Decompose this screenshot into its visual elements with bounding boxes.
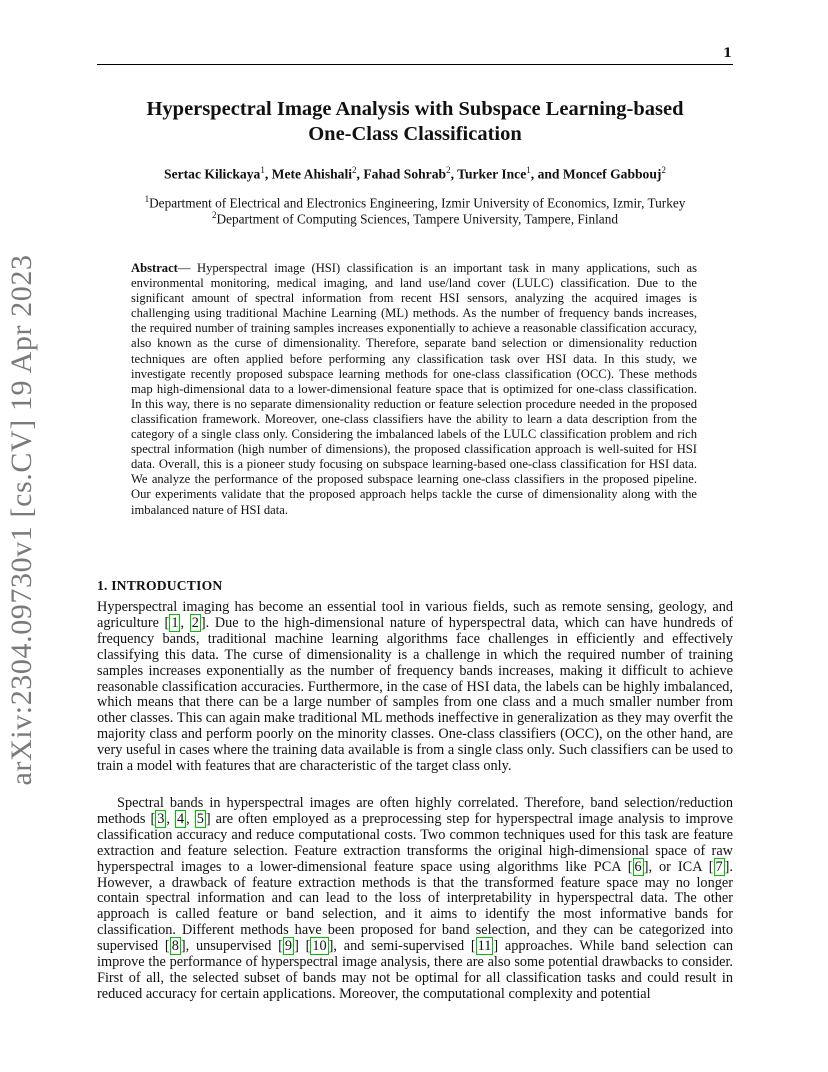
author-affil-mark: 2	[352, 165, 357, 175]
abstract-dash: —	[177, 261, 198, 275]
citation-link[interactable]: 7	[715, 858, 723, 875]
author-affil-mark: 1	[526, 165, 531, 175]
affiliation-text: Department of Electrical and Electronics Engineering, Izmir University of Economics, Izmir, Turkey	[149, 195, 686, 211]
citation-link[interactable]: 2	[191, 614, 199, 631]
author-separator: ,	[450, 166, 458, 182]
citation-link[interactable]: 9	[284, 938, 293, 955]
author-separator: ,	[356, 166, 364, 182]
author-name: Fahad Sohrab	[363, 166, 447, 182]
intro-paragraph-1	[97, 600, 733, 775]
paragraph-text: ] approaches. While band selection can improve the performance of hyperspectral image analysis, there are also some potential drawbacks to consider. First of all, the selected subset of bands may not be optimal for all classification tasks and could result in reduced accuracy for certain applications. Moreover, the computational complexity and potential	[97, 938, 733, 1002]
title-line-1: Hyperspectral Image Analysis with Subspace Learning-based	[146, 98, 684, 120]
paper-title	[97, 97, 733, 147]
affiliation-mark: 2	[211, 210, 217, 220]
paragraph-text: ,	[186, 810, 195, 827]
paragraph-text: ]. Due to the high-dimensional nature of hyperspectral data, which can have hundreds of frequency bands, traditional machine learning algorithms face challenges in efficiently and effectively classifying this data. The curse of dimensionality is a challenge in which the required number of training samples increases exponentially as the number of frequency bands increases, making it difficult to achieve reasonable classification accuracies. Furthermore, in the case of HSI data, the labels can be highly imbalanced, which means that there can be a large number of samples from one class and a much smaller number from other classes. This can again make traditional ML methods ineffective in generalization as they may overfit the majority class and perform poorly on the minority classes. One-class classifiers (OCC), on the other hand, are very useful in cases where the training data available is from a single class only. Such classifiers can be used to train a model with features that are characteristic of the target class only.	[97, 614, 733, 775]
citation-link[interactable]: 3	[157, 810, 165, 827]
paragraph-text: ,	[166, 810, 175, 827]
author-name: Turker Ince	[457, 166, 527, 182]
abstract-text: Hyperspectral image (HSI) classification is an important task in many applications, such as environmental monitoring, medical imaging, and land use/land cover (LULC) classification. Due to the significant amount of spectral information from recent HSI sensors, analyzing the acquired images is challenging using traditional Machine Learning (ML) methods. As the number of frequency bands increases, the required number of training samples increases exponentially to achieve a reasonable classification accuracy, also known as the curse of dimensionality. Therefore, separate band selection or dimensionality reduction techniques are often applied before performing any classification task over HSI data. In this study, we investigate recently proposed subspace learning methods for one-class classification (OCC). These methods map high-dimensional data to a lower-dimensional feature space that is optimized for one-class classification. In this way, there is no separate dimensionality reduction or feature selection procedure needed in the proposed classification framework. Moreover, one-class classifiers have the ability to learn a data description from the category of a single class only. Considering the imbalanced labels of the LULC classification problem and rich spectral information (high number of dimensions), the proposed classification approach is well-suited for HSI data. Overall, this is a pioneer study focusing on subspace learning-based one-class classification for HSI data. We analyze the performance of the proposed subspace learning one-class classifiers in the proposed pipeline. Our experiments validate that the proposed approach helps tackle the curse of dimensionality along with the imbalanced nature of HSI data.	[131, 261, 697, 517]
title-line-2: One-Class Classification	[308, 123, 522, 145]
paragraph-text: ], or ICA [	[643, 858, 714, 875]
page-number: 1	[722, 46, 732, 61]
paragraph-text: ] [	[294, 938, 311, 955]
paragraph-text: ], and semi-supervised [	[328, 938, 476, 955]
citation-link[interactable]: 4	[176, 810, 185, 827]
abstract	[131, 261, 697, 518]
citation-link[interactable]: 10	[312, 938, 327, 955]
affiliation-2	[97, 207, 733, 227]
author-separator: , and	[530, 166, 563, 182]
paragraph-text: ,	[180, 614, 190, 631]
paragraph-text: Hyperspectral imaging has become an essential tool in various fields, such as remote sensing, geology, and agriculture [	[97, 599, 733, 631]
affiliation-mark: 1	[144, 194, 150, 204]
author-affil-mark: 1	[260, 165, 265, 175]
author-name: Mete Ahishali	[271, 166, 353, 182]
citation-link[interactable]: 11	[477, 938, 492, 955]
citation-link[interactable]: 5	[196, 810, 204, 827]
paragraph-text: ]. However, a drawback of feature extraction methods is that the transformed feature space may no longer contain spectral information and can lead to the loss of interpretability in hyperspectral data. The other approach is called feature or band selection, and it aims to identify the most informative bands for classification. Different methods have been proposed for band selection, and they can be categorized into supervised [	[97, 858, 734, 955]
author-separator: ,	[264, 166, 272, 182]
header-rule	[97, 64, 733, 65]
author-name: Sertac Kilickaya	[164, 166, 261, 182]
paragraph-text: ] are often employed as a preprocessing step for hyperspectral image analysis to improve classification accuracy and reduce computational costs. Two common techniques used for this task are feature extraction and feature selection. Feature extraction transforms the original high-dimensional space of raw hyperspectral images to a lower-dimensional feature space using algorithms like PCA [	[97, 810, 733, 875]
citation-link[interactable]: 1	[171, 614, 179, 631]
citation-link[interactable]: 8	[171, 938, 179, 955]
author-name: Moncef Gabbouj	[562, 166, 662, 182]
author-affil-mark: 2	[661, 165, 666, 175]
affiliation-text: Department of Computing Sciences, Tampere University, Tampere, Finland	[216, 211, 618, 227]
paragraph-text: ], unsupervised [	[180, 938, 283, 955]
section-heading: 1. INTRODUCTION	[97, 578, 223, 593]
author-list	[97, 165, 733, 183]
author-affil-mark: 2	[446, 165, 451, 175]
paragraph-text: Spectral bands in hyperspectral images are often highly correlated. Therefore, band selection/reduction methods [	[97, 795, 733, 827]
arxiv-identifier[interactable]: arXiv:2304.09730v1 [cs.CV] 19 Apr 2023	[5, 254, 38, 786]
abstract-label: Abstract	[131, 261, 178, 275]
intro-paragraph-2	[97, 796, 733, 1003]
citation-link[interactable]: 6	[634, 858, 642, 875]
